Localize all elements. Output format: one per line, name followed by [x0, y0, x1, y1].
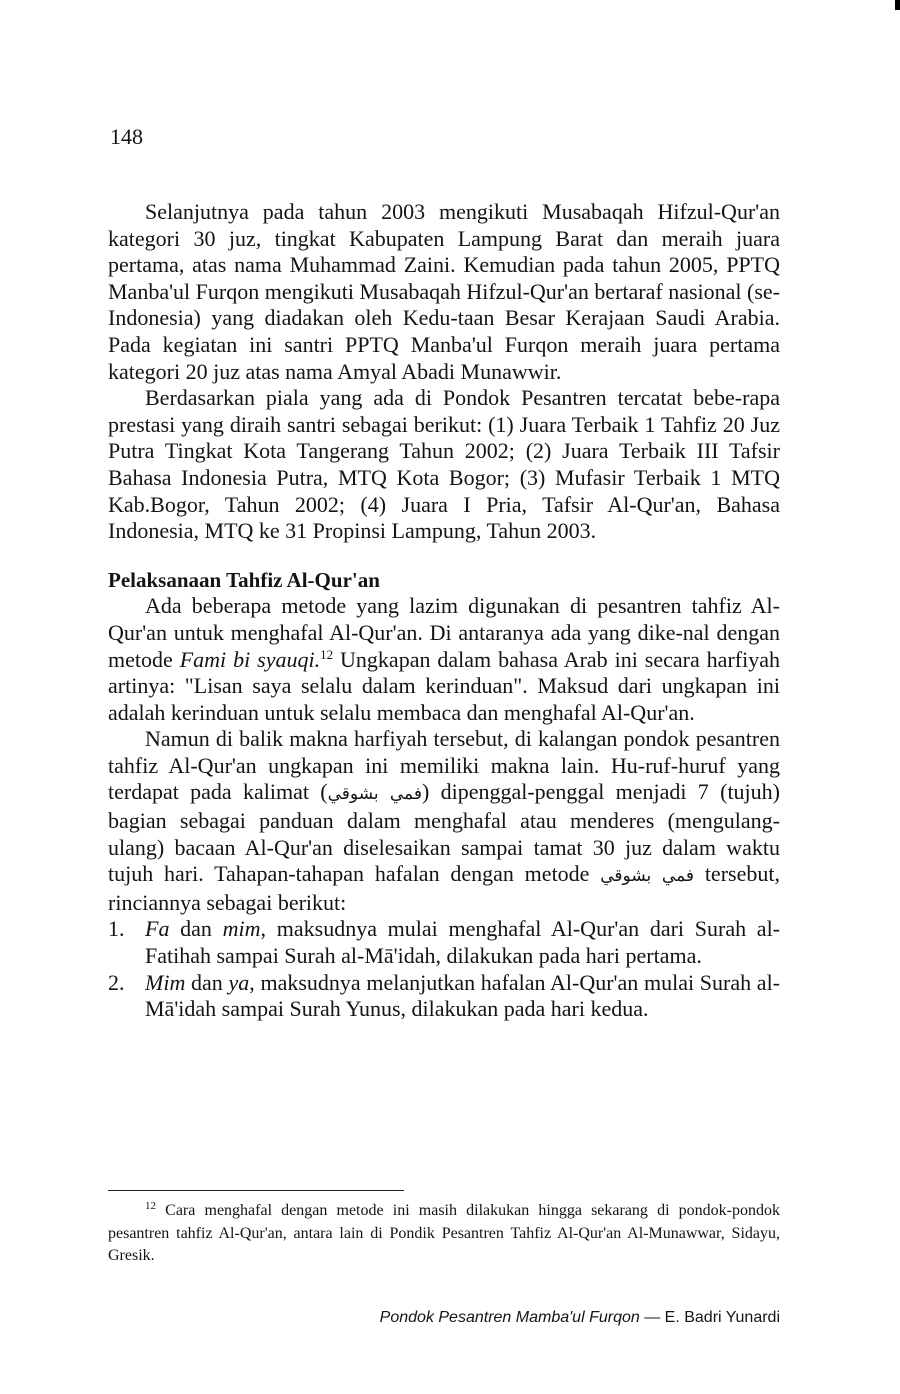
letter-italic: ya — [228, 969, 250, 995]
list-item — [108, 916, 780, 969]
method-name-italic: Fami bi syauqi. — [179, 646, 321, 672]
main-text — [108, 199, 780, 1023]
paragraph-competition-results: Selanjutnya pada tahun 2003 mengikuti Musabaqah Hifzul-Qur'an kategori 30 juz, tingkat Kabupaten Lampung Barat dan meraih juara pertama, atas nama Muhammad Zaini. Kemudian pada tahun 2005, PPTQ Manba'ul Furqon mengikuti Musabaqah Hifzul-Qur'an bertaraf nasional (se-Indonesia) yang diadakan oleh Kedu-taan Besar Kerajaan Saudi Arabia. Pada kegiatan ini santri PPTQ Manba'ul Furqon meraih juara pertama kategori 20 juz atas nama Amyal Abadi Munawwir. — [108, 199, 781, 384]
list-item — [108, 970, 780, 1023]
method-detail-text-end: tersebut, rinciannya sebagai berikut: — [108, 861, 780, 915]
list-number: 2. — [108, 969, 125, 995]
footnote-divider — [108, 1190, 404, 1191]
arabic-phrase-second: فمي بشوقي — [600, 866, 695, 887]
letter-italic: Fa — [145, 916, 170, 942]
running-footer — [380, 1309, 780, 1327]
footnote-text: Cara menghafal dengan metode ini masih dilakukan hingga sekarang di pondok-pondok pesantren tahfiz Al-Qur'an, antara lain di Pondik Pesantren Tahfiz Al-Qur'an Al-Munawwar, Sidayu, Gresik. — [108, 1202, 780, 1264]
footnote-mark: 12 — [145, 1200, 156, 1212]
conjunction: dan — [185, 969, 229, 995]
method-detail-text: Namun di balik makna harfiyah tersebut, di kalangan pondok pesantren tahfiz Al-Qur'an ungkapan ini memiliki makna lain. Hu-ruf-huruf yang terdapat pada kalimat ( — [108, 726, 780, 805]
memorization-steps-list — [108, 916, 780, 1022]
arabic-phrase: فمي بشوقي — [327, 784, 422, 805]
method-detail-text-cont: ) dipenggal-penggal menjadi 7 (tujuh) bagian sebagai panduan dalam menghafal atau menderes (mengulang-ulang) bacaan Al-Qur'an diselesaikan sampai tamat 30 juz dalam waktu tujuh hari. Tahapan-tahapan hafalan dengan metode — [108, 779, 780, 887]
section-heading: Pelaksanaan Tahfiz Al-Qur'an — [108, 567, 380, 592]
step-description: , maksudnya melanjutkan hafalan Al-Qur'an mulai Surah al-Mā'idah sampai Surah Yunus, dilakukan pada hari kedua. — [145, 969, 781, 1022]
list-number: 1. — [108, 916, 125, 942]
paragraph-method-detail — [108, 726, 780, 916]
page-number: 148 — [110, 124, 143, 149]
method-intro-text: Ada beberapa metode yang lazim digunakan di pesantren tahfiz Al-Qur'an untuk menghafal Al-Qur'an. Di antaranya ada yang dike-nal dengan metode — [108, 593, 780, 672]
author-name: E. Badri Yunardi — [664, 1309, 780, 1326]
footnote — [108, 1200, 780, 1268]
book-title: Pondok Pesantren Mamba'ul Furqon — [379, 1309, 640, 1326]
footnote-reference[interactable]: 12 — [320, 646, 334, 662]
footer-separator: — — [639, 1309, 665, 1326]
letter-italic: mim — [222, 916, 261, 942]
letter-italic: Mim — [145, 969, 186, 995]
step-description: , maksudnya mulai menghafal Al-Qur'an dari Surah al-Fatihah sampai Surah al-Mā'idah, dilakukan pada hari pertama. — [145, 916, 781, 969]
method-meaning-text: Ungkapan dalam bahasa Arab ini secara harfiyah artinya: "Lisan saya selalu dalam kerinduan". Maksud dari ungkapan ini adalah kerinduan untuk selalu membaca dan menghafal Al-Qur'an. — [108, 646, 780, 725]
paragraph-method-intro — [108, 593, 780, 726]
scan-edge-mark — [895, 0, 900, 10]
paragraph-trophies: Berdasarkan piala yang ada di Pondok Pesantren tercatat bebe-rapa prestasi yang diraih santri sebagai berikut: (1) Juara Terbaik 1 Tahfiz 20 Juz Putra Tingkat Kota Tangerang Tahun 2002; (2) Juara Terbaik III Tafsir Bahasa Indonesia Putra, MTQ Kota Bogor; (3) Mufasir Terbaik 1 MTQ Kab.Bogor, Tahun 2002; (4) Juara I Pria, Tafsir Al-Qur'an, Bahasa Indonesia, MTQ ke 31 Propinsi Lampung, Tahun 2003. — [108, 385, 780, 544]
conjunction: dan — [169, 916, 223, 942]
